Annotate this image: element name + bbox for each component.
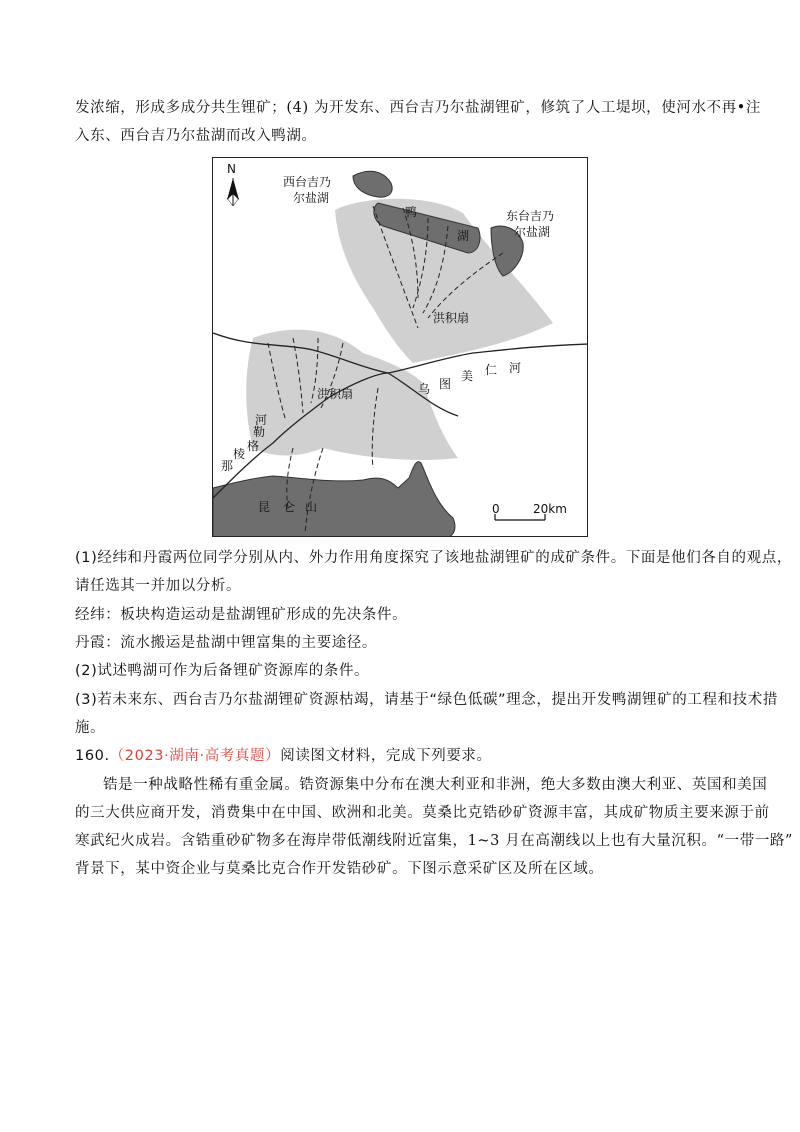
duck-lake-label-1: 鸭 [405, 205, 418, 219]
material-line-2: 的三大供应商开发，消费集中在中国、欧洲和北美。莫桑比克锆砂矿资源丰富，其成矿物质主要来源于前 [75, 805, 770, 821]
question-1-line-1: (1)经纬和丹霞两位同学分别从内、外力作用角度探究了该地盐湖锂矿的成矿条件。下面是他们各自的观点， [75, 550, 792, 566]
question-3-line-2: 施。 [75, 720, 106, 736]
material-line-1: 锆是一种战略性稀有重金属。锆资源集中分布在澳大利亚和非洲，绝大多数由澳大利亚、英国和美国 [103, 777, 768, 793]
question-source: （2023·湖南·高考真题） [109, 748, 281, 764]
question-1-line-2: 请任选其一并加以分析。 [75, 578, 242, 594]
north-label: N [227, 162, 236, 176]
question-160-header [75, 744, 492, 765]
nalenge-char-4: 勒 [253, 425, 266, 439]
west-lake-label-1: 西台吉乃 [283, 175, 332, 189]
intro-line-1: 发浓缩，形成多成分共生锂矿；(4) 为开发东、西台吉乃尔盐湖锂矿，修筑了人工堤坝，使河水不再•注 [75, 100, 761, 116]
nalenge-char-5: 河 [255, 413, 268, 427]
question-instruction: 阅读图文材料，完成下列要求。 [280, 748, 492, 764]
question-3-line-1: (3)若未来东、西台吉乃尔盐湖锂矿资源枯竭，请基于“绿色低碳”理念，提出开发鸭湖锂矿的工程和技术措 [75, 692, 778, 708]
east-lake-label-1: 东台吉乃 [506, 209, 555, 223]
fan-label-lower: 洪积扇 [317, 387, 354, 401]
wutumeiren-char-5: 河 [509, 361, 522, 375]
kunlun-char-3: 山 [305, 500, 318, 514]
duck-lake-label-2: 湖 [457, 229, 470, 243]
west-lake [353, 171, 392, 197]
question-number: 160. [75, 748, 110, 764]
west-lake-label-2: 尔盐湖 [293, 191, 330, 205]
fan-label-upper: 洪积扇 [433, 311, 470, 325]
kunlun-char-2: 仑 [283, 500, 296, 514]
nalenge-char-1: 那 [221, 459, 234, 473]
nalenge-char-3: 格 [247, 439, 260, 453]
map-svg [213, 158, 588, 537]
map-figure [212, 157, 588, 537]
intro-line-2: 入东、西台吉乃尔盐湖而改入鸭湖。 [75, 128, 317, 144]
nalenge-char-2: 棱 [233, 447, 246, 461]
scale-zero-label: 0 [492, 502, 500, 516]
north-arrow-icon [227, 178, 239, 206]
wutumeiren-char-2: 图 [439, 377, 452, 391]
wutumeiren-char-3: 美 [461, 369, 474, 383]
danxia-view: 丹霞：流水搬运是盐湖中锂富集的主要途径。 [75, 635, 377, 651]
wutumeiren-char-4: 仁 [485, 363, 498, 377]
material-line-3: 寒武纪火成岩。含锆重砂矿物多在海岸带低潮线附近富集，1~3 月在高潮线以上也有大量沉积。“一带一路” [75, 833, 794, 849]
scale-end-label: 20km [533, 502, 567, 516]
material-line-4: 背景下，某中资企业与莫桑比克合作开发锆砂矿。下图示意采矿区及所在区域。 [75, 861, 604, 877]
wutumeiren-char-1: 乌 [418, 382, 431, 396]
kunlun-mountain [213, 462, 455, 537]
jingwei-view: 经纬：板块构造运动是盐湖锂矿形成的先决条件。 [75, 607, 408, 623]
east-lake-label-2: 尔盐湖 [514, 225, 551, 239]
kunlun-char-1: 昆 [258, 500, 271, 514]
question-2: (2)试述鸭湖可作为后备锂矿资源库的条件。 [75, 663, 370, 679]
